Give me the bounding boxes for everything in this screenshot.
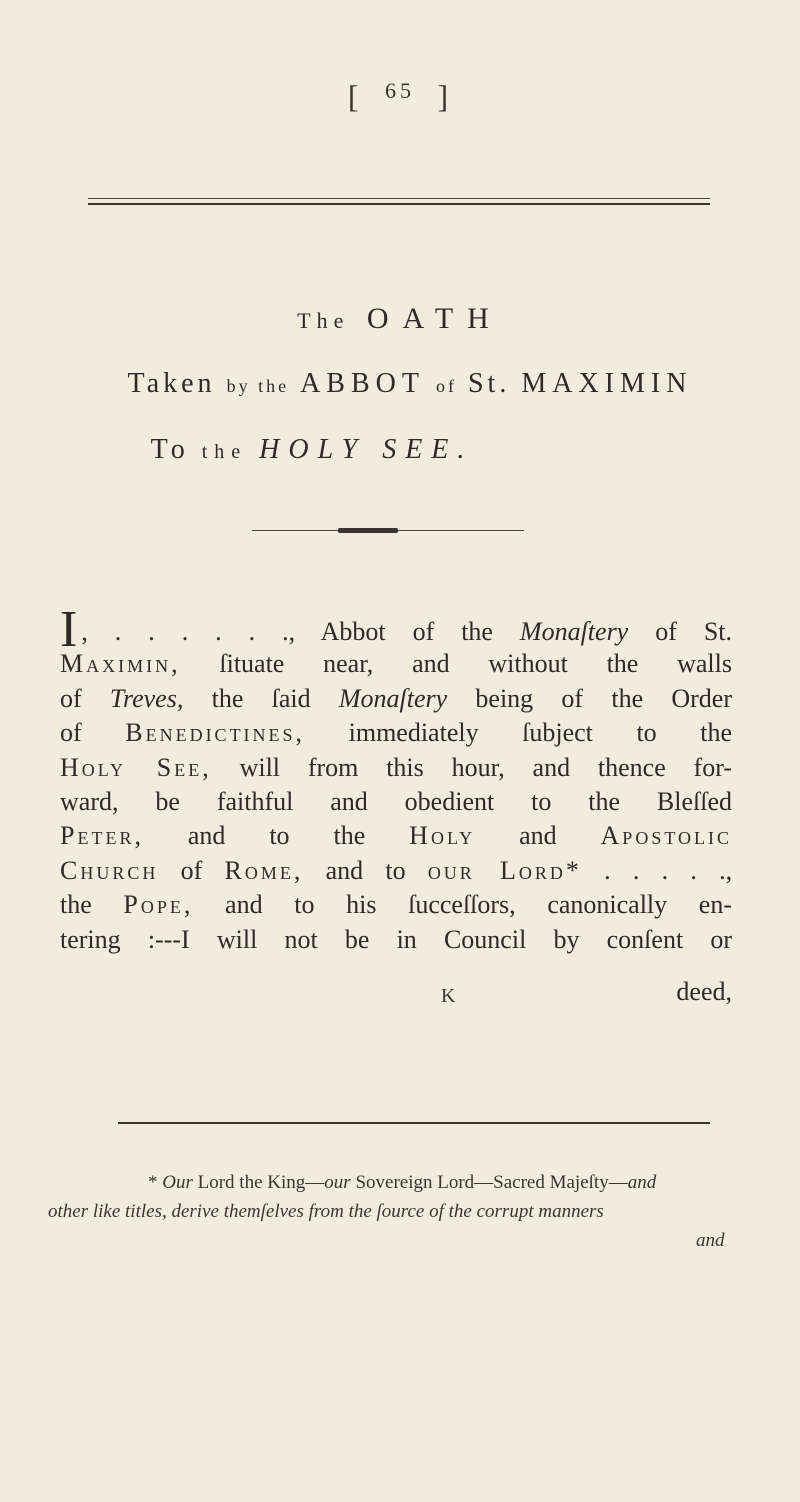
title-st: St. bbox=[467, 368, 511, 399]
body-line-3: of Treves, the ſaid Monaſtery being of the Order bbox=[60, 683, 732, 713]
title-maximin: MAXIMIN bbox=[521, 368, 693, 399]
header-rule-thin bbox=[88, 198, 710, 199]
body-line-6: ward, be faithful and obedient to the Bleſſed bbox=[60, 786, 732, 816]
footnote-line-1: * Our Lord the King—our Sovereign Lord—Sacred Majeſty—and bbox=[148, 1172, 657, 1193]
title-line-1 bbox=[0, 302, 800, 336]
title-the-2: the bbox=[201, 441, 248, 463]
open-bracket: [ bbox=[347, 78, 363, 114]
title-by-the: by the bbox=[226, 376, 290, 396]
monastery-italic: Monaſtery bbox=[519, 617, 629, 646]
body-line-4: of Benedictines, immediately ſubject to the bbox=[60, 718, 733, 748]
body-line-5: Holy See, will from this hour, and thence for- bbox=[60, 752, 733, 782]
footnote-line-3: and bbox=[696, 1230, 725, 1251]
body-line-10: tering :---I will not be in Council by conſent or bbox=[60, 924, 732, 954]
ornamental-rule bbox=[252, 528, 524, 534]
footnote-marker: * bbox=[148, 1172, 158, 1193]
title-taken: Taken bbox=[127, 368, 216, 399]
drop-cap: I bbox=[60, 601, 78, 658]
title-oath: OATH bbox=[366, 302, 503, 335]
title-to: To bbox=[150, 434, 190, 465]
ornament-thick-bar bbox=[338, 528, 398, 533]
signature-mark: K bbox=[441, 985, 456, 1007]
title-line-3 bbox=[0, 434, 712, 466]
footnote bbox=[48, 1168, 724, 1255]
body-line-2: Maximin, ſituate near, and without the walls bbox=[60, 649, 732, 679]
page-number: 65 bbox=[385, 78, 415, 103]
footnote-line-2: other like titles, derive themſelves from the ſource of the corrupt manners bbox=[48, 1201, 604, 1222]
title-line-2 bbox=[10, 368, 800, 400]
body-line-7: Peter, and to the Holy and Apostolic bbox=[60, 821, 732, 851]
close-bracket: ] bbox=[437, 78, 453, 114]
title-holy-see: HOLY SEE. bbox=[259, 434, 474, 465]
page-number-header bbox=[0, 78, 800, 116]
title-the: The bbox=[297, 308, 350, 333]
body-line-9: the Pope, and to his ſucceſſors, canonically en- bbox=[60, 890, 733, 920]
oath-body-text bbox=[60, 601, 733, 957]
title-abbot: ABBOT bbox=[300, 368, 425, 399]
title-of: of bbox=[435, 376, 457, 396]
catchword: deed, bbox=[676, 977, 732, 1006]
body-line-1: I , . . . . . ., Abbot of the Monaſtery of St. bbox=[60, 601, 733, 658]
footnote-rule bbox=[118, 1122, 710, 1124]
body-line-8: Church of Rome, and to our Lord* . . . . ., bbox=[60, 855, 733, 885]
header-rule-thick bbox=[88, 203, 710, 205]
